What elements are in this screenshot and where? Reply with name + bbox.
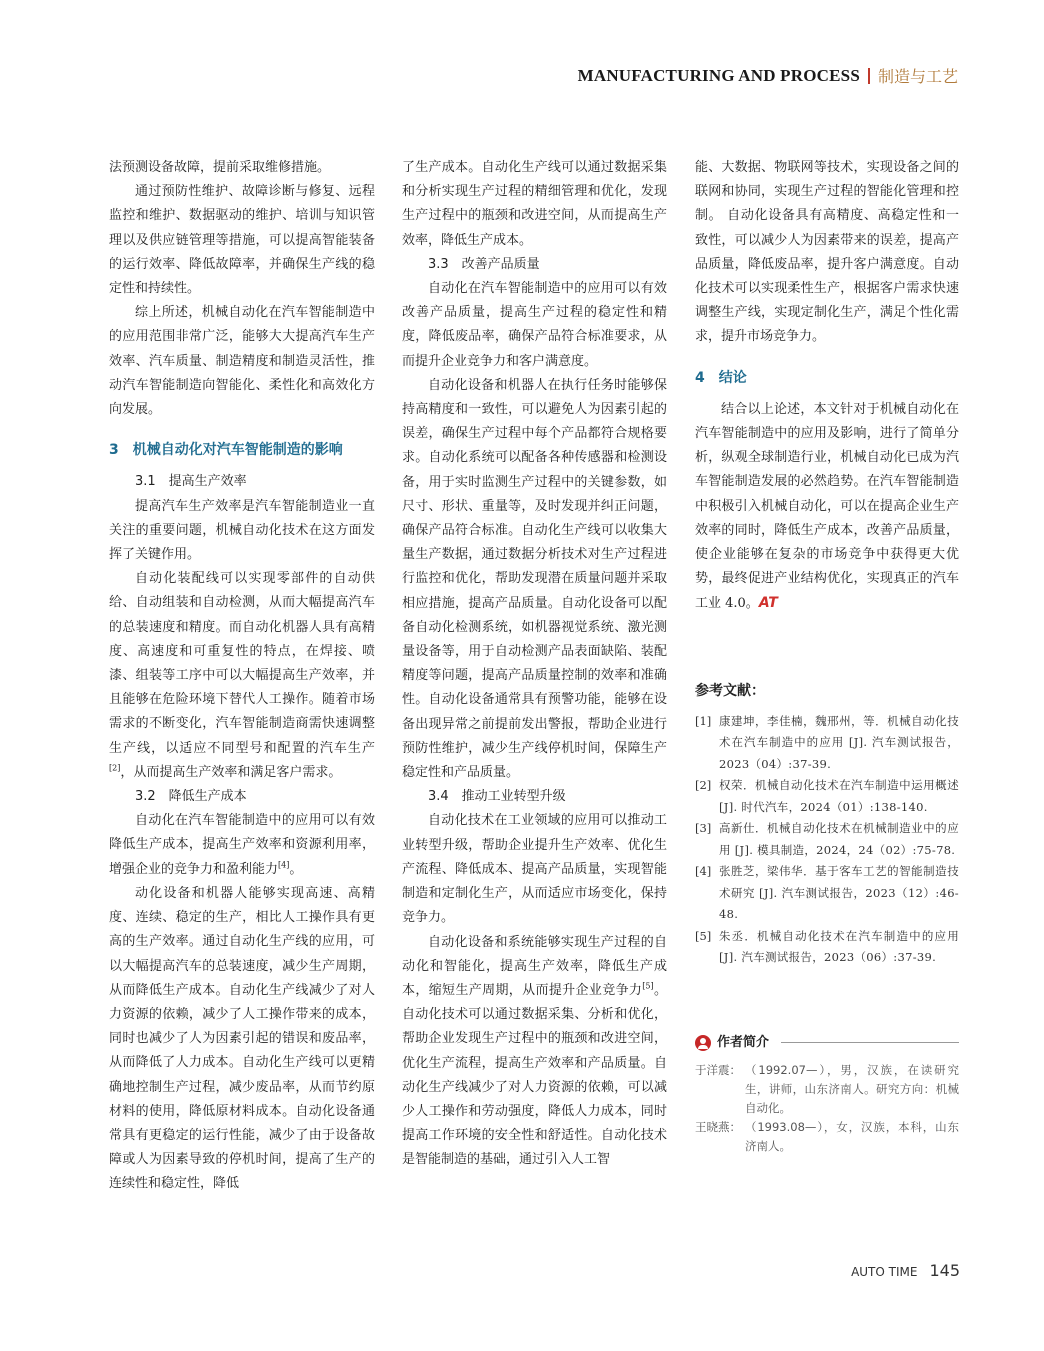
reference-number: [4] (695, 864, 712, 879)
paragraph (109, 809, 375, 882)
running-header (578, 64, 958, 87)
reference-item (695, 775, 959, 818)
paragraph: 动化设备和机器人能够实现高速、高精度、连续、稳定的生产，相比人工操作具有更高的生产效率。通过自动化生产线的应用，可以大幅提高汽车的总装速度，减少生产周期，从而降低生产成本。自动化生产线减少了对人力资源的依赖，减少了人工操作带来的成本，同时也减少了人为因素引起的错误和废品率，从而降低了人力成本。自动化生产线可以更精确地控制生产过程，减少废品率，从而节约原材料的使用，降低原材料成本。自动化设备通常具有更稳定的运行性能，减少了由于设备故障或人为因素导致的停机时间，提高了生产的连续性和稳定性，降低 (109, 885, 375, 1192)
header-divider (868, 68, 870, 84)
journal-logo-icon: AT (758, 595, 778, 612)
reference-item (695, 861, 959, 926)
paragraph: 自动化设备和机器人在执行任务时能够保持高精度和一致性，可以避免人为因素引起的误差，确保生产过程中每个产品都符合规格要求。自动化系统可以配备各种传感器和检测设备，用于实时监测生产过程中的关键参数，如尺寸、形状、重量等，及时发现并纠正问题，确保产品符合标准。自动化生产线可以收集大量生产数据，通过数据分析技术对生产过程进行监控和优化，帮助发现潜在质量问题并采取相应措施，提高产品质量。自动化设备可以配备自动化检测系统，如机器视觉系统、激光测量设备等，用于自动检测产品表面缺陷、装配精度等问题，提高产品质量控制的效率和准确性。自动化设备通常具有预警功能，能够在设备出现异常之前提前发出警报，帮助企业进行预防性维护，减少生产线停机时间，保障生产稳定性和产品质量。 (402, 377, 667, 781)
reference-text: 康建坤，李佳楠，魏邢州，等．机械自动化技术在汽车制造中的应用 [J]. 汽车测试报告，2023（04）:37-39. (719, 713, 959, 771)
subsection-heading-3-2: 3.2 降低生产成本 (135, 789, 247, 805)
paragraph: 通过预防性维护、故障诊断与修复、远程监控和维护、数据驱动的维护、培训与知识管理以及供应链管理等措施，可以提高智能装备的运行效率、降低故障率，并确保生产线的稳定性和持续性。 (109, 184, 375, 297)
author-name: 王晓燕： (695, 1120, 741, 1135)
citation: [5] (642, 981, 654, 991)
reference-text: 高新仕．机械自动化技术在机械制造业中的应用 [J]. 模具制造，2024，24（02）:75-78. (719, 821, 959, 857)
text-run: ，从而提高生产效率和满足客户需求。 (120, 764, 342, 780)
references-title: 参考文献： (695, 682, 765, 699)
paragraph: 法预测设备故障，提前采取维修措施。 (109, 160, 331, 175)
text-run: 。自动化技术可以通过数据采集、分析和优化，帮助企业发现生产过程中的瓶颈和改进空间，优化生产流程，提高生产效率和产品质量。自动化生产线减少了对人力资源的依赖，可以减少人工操作和劳动强度，降低人力成本，同时提高工作环境的安全性和舒适性。自动化技术是智能制造的基础，通过引入人工智 (402, 982, 667, 1168)
references-list (695, 711, 959, 969)
reference-number: [1] (695, 713, 712, 728)
reference-number: [5] (695, 928, 712, 943)
column-1 (109, 156, 375, 1197)
author-name: 于洋震： (695, 1063, 741, 1078)
column-2 (402, 156, 667, 1173)
journal-name: AUTO TIME (851, 1265, 918, 1279)
paragraph (109, 567, 375, 785)
author-bio (695, 1118, 959, 1156)
author-section-title: 作者简介 (717, 1034, 770, 1050)
paragraph: 自动化技术在工业领域的应用可以推动工业转型升级，帮助企业提升生产效率、优化生产流程、降低成本、提高产品质量，实现智能制造和定制化生产，从而适应市场变化，保持竞争力。 (402, 813, 667, 926)
reference-text: 张胜芝，梁伟华．基于客车工艺的智能制造技术研究 [J]. 汽车测试报告，2023（12）:46-48. (719, 864, 959, 922)
text-run: 结合以上论述，本文针对于机械自动化在汽车智能制造中的应用及影响，进行了简单分析，纵观全球制造行业，机械自动化已成为汽车智能制造发展的必然趋势。在汽车智能制造中积极引入机械自动化，可以在提高企业生产效率的同时，降低生产成本，改善产品质量，使企业能够在复杂的市场竞争中获得更大优势，最终促进产业结构优化，实现真正的汽车工业 4.0。 (695, 401, 959, 612)
text-run: 自动化在汽车智能制造中的应用可以有效降低生产成本，提高生产效率和资源利用率，增强企业的竞争力和盈利能力 (109, 813, 375, 877)
subsection-heading-3-4: 3.4 推动工业转型升级 (428, 789, 566, 805)
reference-text: 权荣．机械自动化技术在汽车制造中运用概述 [J]. 时代汽车，2024（01）:138-140. (719, 778, 959, 814)
reference-item (695, 818, 959, 861)
subsection-heading-3-1: 3.1 提高生产效率 (135, 474, 247, 490)
paragraph: 能、大数据、物联网等技术，实现设备之间的联网和协同，实现生产过程的智能化管理和控制。 自动化设备具有高精度、高稳定性和一致性，可以减少人为因素带来的误差，提高产品质量，降低废品率，提升客户满意度。自动化技术可以实现柔性生产，根据客户需求快速调整生产线，实现定制化生产，满足个性化需求，提升市场竞争力。 (695, 160, 959, 345)
text-run: 。 (289, 861, 303, 877)
reference-number: [3] (695, 821, 712, 836)
author-details: （1992.07—），男，汉族，在读研究生，讲师，山东济南人。研究方向：机械自动化。 (745, 1063, 959, 1116)
reference-number: [2] (695, 778, 712, 793)
paragraph (695, 398, 959, 617)
author-bio (695, 1061, 959, 1118)
author-section-header (695, 1031, 959, 1055)
page-footer (851, 1261, 960, 1280)
header-chinese: 制造与工艺 (877, 67, 958, 86)
column-3 (695, 156, 959, 1156)
text-run: 自动化装配线可以实现零部件的自动供给、自动组装和自动检测，从而大幅提高汽车的总装速度和精度。而自动化机器人具有高精度、高速度和可重复性的特点，在焊接、喷漆、组装等工序中可以大幅提高生产效率，并且能够在危险环境下替代人工操作。随着市场需求的不断变化，汽车智能制造商需快速调整生产线，以适应不同型号和配置的汽车生产 (109, 571, 375, 756)
author-details: （1993.08—），女，汉族，本科，山东济南人。 (745, 1120, 959, 1154)
section-heading-3: 3 机械自动化对汽车智能制造的影响 (109, 442, 343, 459)
reference-item (695, 926, 959, 969)
paragraph: 综上所述，机械自动化在汽车智能制造中的应用范围非常广泛，能够大大提高汽车生产效率、汽车质量、制造精度和制造灵活性，推动汽车智能制造向智能化、柔性化和高效化方向发展。 (109, 305, 375, 418)
reference-text: 朱丞．机械自动化技术在汽车制造中的应用 [J]. 汽车测试报告，2023（06）:37-39. (719, 928, 959, 965)
header-english: MANUFACTURING AND PROCESS (577, 65, 860, 85)
citation: [2] (109, 763, 121, 773)
divider (781, 1042, 959, 1043)
paragraph: 了生产成本。自动化生产线可以通过数据采集和分析实现生产过程的精细管理和优化，发现生产过程中的瓶颈和改进空间，从而提高生产效率，降低生产成本。 (402, 160, 667, 248)
paragraph: 提高汽车生产效率是汽车智能制造业一直关注的重要问题，机械自动化技术在这方面发挥了关键作用。 (109, 498, 375, 563)
paragraph (402, 931, 667, 1173)
subsection-heading-3-3: 3.3 改善产品质量 (428, 256, 540, 272)
citation: [4] (278, 860, 290, 870)
section-heading-4: 4 结论 (695, 369, 747, 386)
author-icon (695, 1035, 711, 1051)
reference-item (695, 711, 959, 776)
page-number: 145 (929, 1261, 960, 1280)
paragraph: 自动化在汽车智能制造中的应用可以有效改善产品质量，提高生产过程的稳定性和精度，降低废品率，确保产品符合标准要求，从而提升企业竞争力和客户满意度。 (402, 281, 667, 369)
text-run: 自动化设备和系统能够实现生产过程的自动化和智能化，提高生产效率，降低生产成本，缩短生产周期，从而提升企业竞争力 (402, 934, 667, 998)
